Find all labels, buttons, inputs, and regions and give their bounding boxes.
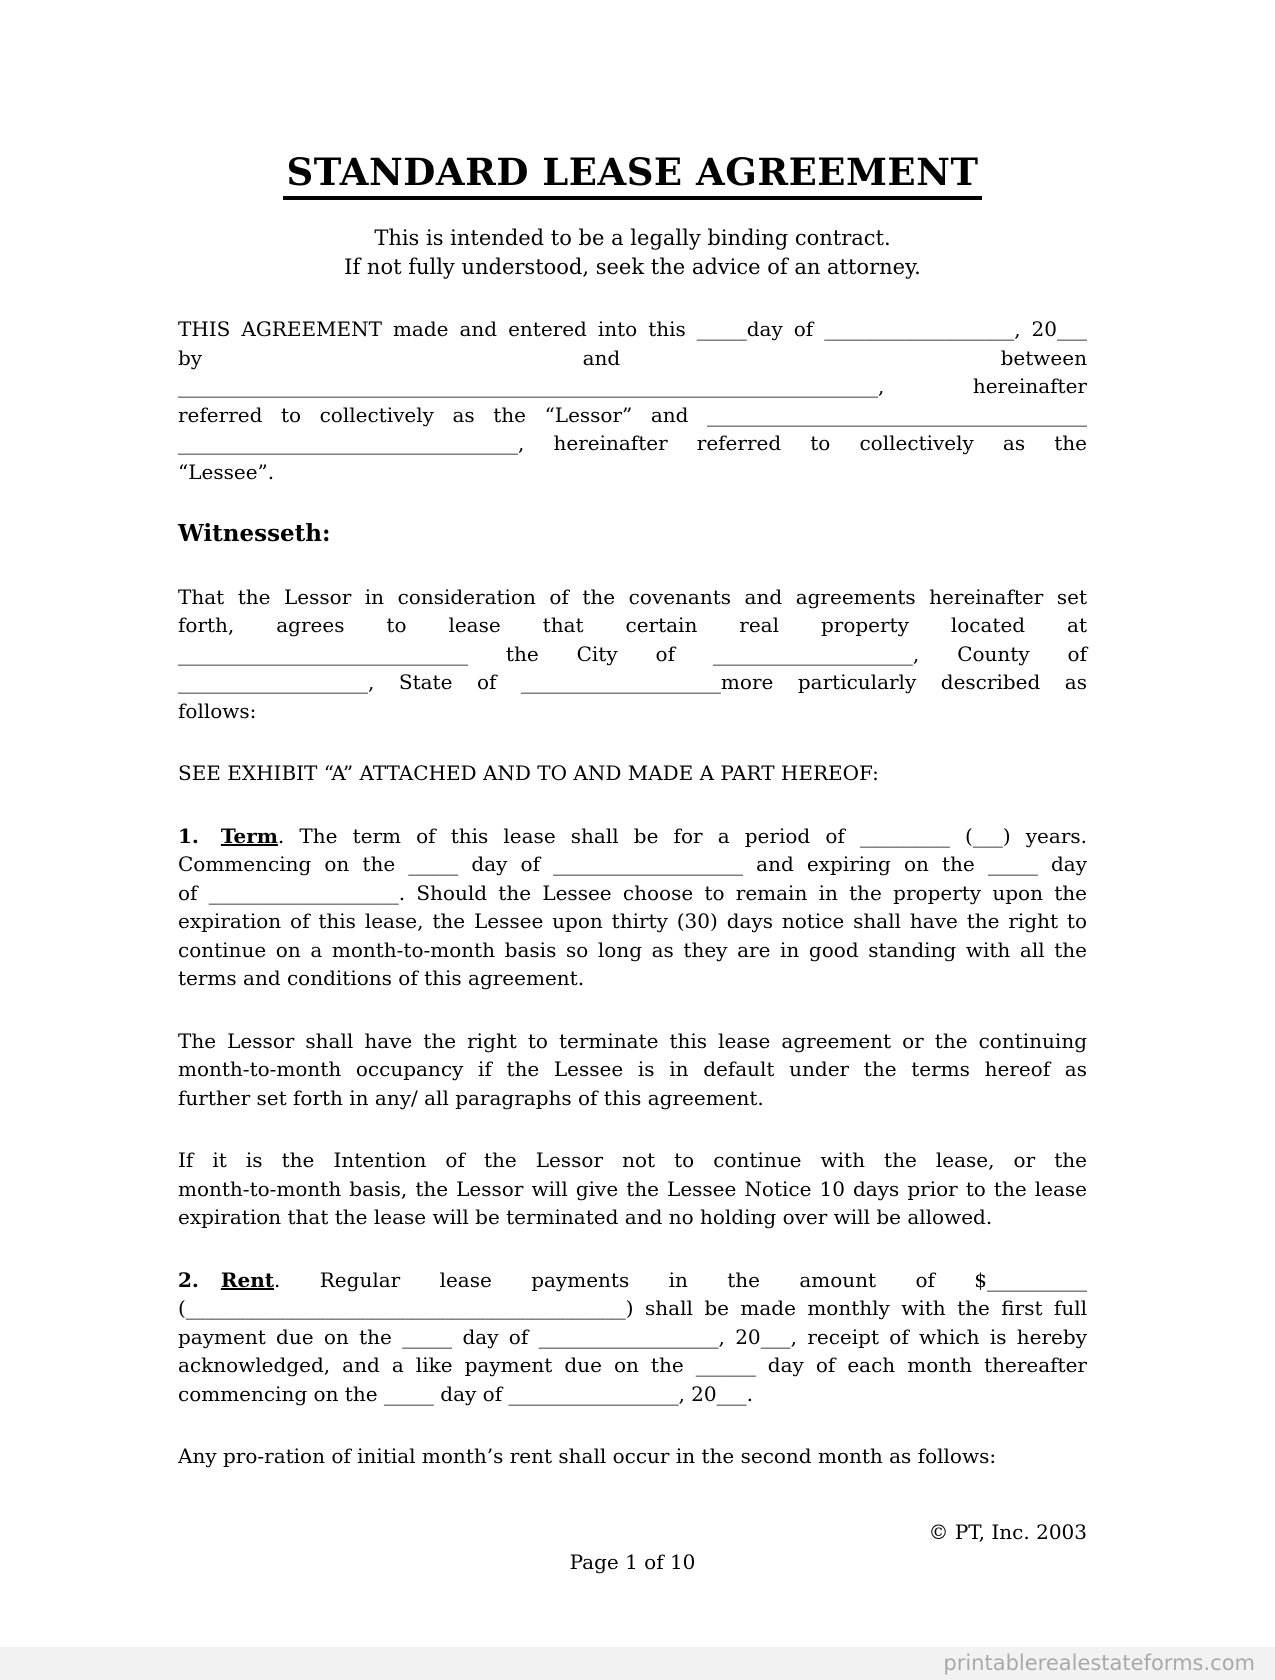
text-line: referred to collectively as the “Lessor” and ______________________________________ — [178, 402, 1087, 427]
text-line: The Lessor shall have the right to terminate this lease agreement or the continuing — [178, 1028, 1087, 1053]
text-line: Commencing on the _____ day of ___________________ and expiring on the _____ day — [178, 852, 1087, 876]
agreement-intro-paragraph — [178, 315, 1087, 486]
term-clause — [178, 822, 1087, 993]
page-number: Page 1 of 10 — [569, 1550, 696, 1574]
text-line: of ___________________. Should the Lessee choose to remain in the property upon the — [178, 880, 1087, 905]
clause-text: . Regular lease payments in the amount of $__________ — [274, 1267, 1087, 1292]
title-wrap — [178, 150, 1087, 200]
text-line — [178, 1266, 1087, 1295]
text-line: (____________________________________________) shall be made monthly with the first full — [178, 1296, 1087, 1320]
subtitle-line-2: If not fully understood, seek the advice of an attorney. — [344, 254, 921, 279]
text-line: __________________________________, hereinafter referred to collectively as the — [178, 431, 1087, 455]
text-line: If it is the Intention of the Lessor not to continue with the lease, or the — [178, 1148, 1087, 1172]
clause-number: 1. — [178, 823, 199, 848]
clause-number: 2. — [178, 1267, 199, 1292]
text-line — [178, 344, 1087, 373]
text-line: continue on a month-to-month basis so long as they are in good standing with all the — [178, 937, 1087, 962]
text-line: month-to-month occupancy if the Lessee is in default under the terms hereof as — [178, 1057, 1087, 1081]
text-line: THIS AGREEMENT made and entered into this _____day of ___________________, 20___ — [178, 317, 1087, 341]
page-content — [178, 0, 1087, 1471]
text-line: SEE EXHIBIT “A” ATTACHED AND TO AND MADE A PART HEREOF: — [178, 761, 879, 785]
clause-text: . The term of this lease shall be for a period of _________ (___) years. — [277, 823, 1087, 848]
document-subtitle — [178, 224, 1087, 281]
text-line: expiration of this lease, the Lessee upon thirty (30) days notice shall have the right to — [178, 909, 1087, 933]
text-line: further set forth in any/ all paragraphs of this agreement. — [178, 1085, 764, 1110]
text-line: forth, agrees to lease that certain real property located at — [178, 613, 1087, 637]
witnesseth-heading: Witnesseth: — [178, 520, 331, 547]
spread-word-by: by — [178, 345, 203, 370]
text-line: month-to-month basis, the Lessor will give the Lessee Notice 10 days prior to the lease — [178, 1176, 1087, 1201]
text-line: Any pro-ration of initial month’s rent shall occur in the second month as follows: — [178, 1444, 997, 1468]
text-line: follows: — [178, 698, 257, 723]
copyright-notice: © PT, Inc. 2003 — [928, 1520, 1087, 1544]
property-description-paragraph — [178, 583, 1087, 726]
spread-word-and: and — [582, 345, 621, 370]
text-line: terms and conditions of this agreement. — [178, 966, 585, 990]
text-line: ___________________, State of ____________________more particularly described as — [178, 670, 1087, 694]
clause-label-rent: Rent — [220, 1267, 275, 1292]
text-line — [178, 822, 1087, 851]
text-line: expiration that the lease will be terminated and no holding over will be allowed. — [178, 1205, 993, 1229]
text-line: payment due on the _____ day of __________________, 20___, receipt of which is hereby — [178, 1324, 1087, 1349]
proration-paragraph — [178, 1442, 1087, 1471]
text-line: That the Lessor in consideration of the covenants and agreements hereinafter set — [178, 584, 1087, 609]
text-line: ______________________________________________________________________, hereinafter — [178, 374, 1087, 398]
watermark-band — [0, 1647, 1275, 1680]
rent-clause — [178, 1266, 1087, 1409]
document-title: STANDARD LEASE AGREEMENT — [283, 150, 983, 200]
text-line: commencing on the _____ day of _________________, 20___. — [178, 1381, 753, 1406]
subtitle-line-1: This is intended to be a legally binding contract. — [374, 226, 891, 250]
spread-word-between: between — [1000, 345, 1087, 370]
lessor-intention-paragraph — [178, 1146, 1087, 1232]
watermark-site-link[interactable]: printablerealestateforms.com — [943, 1651, 1255, 1675]
text-line: “Lessee”. — [178, 459, 275, 484]
exhibit-line — [178, 759, 1087, 788]
text-line: _____________________________ the City of ____________________, County of — [178, 641, 1087, 666]
text-line: acknowledged, and a like payment due on the ______ day of each month thereafter — [178, 1353, 1087, 1377]
termination-right-paragraph — [178, 1027, 1087, 1113]
clause-label-term: Term — [220, 823, 278, 848]
